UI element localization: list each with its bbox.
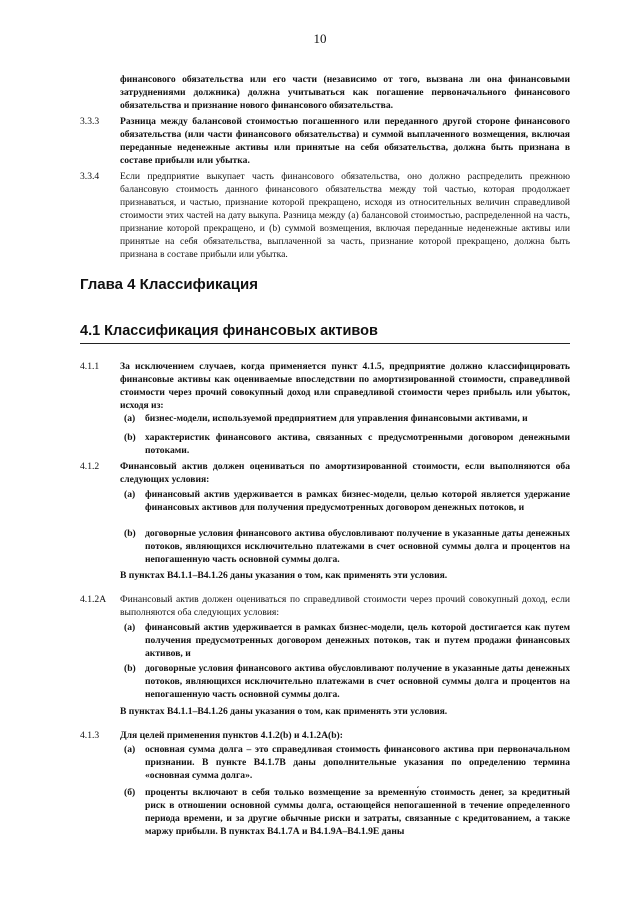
paragraph-4-1-2: Финансовый актив должен оцениваться по амортизированной стоимости, если выполняются оба следующих условия:	[120, 461, 570, 485]
paragraph-4-1-3: Для целей применения пунктов 4.1.2(b) и 4.1.2A(b):	[120, 730, 343, 741]
item-4-1-3-b: проценты включают в себя только возмещение за временну́ю стоимость денег, за кредитный риск в отношении основной суммы долга, остающейся непогашенной в течение определенного периода времени, и за другие обычные риски и затраты, связанные с кредитованием, а также маржу прибыли. В пунктах В4.1.7А и В4.1.9А–В4.1.9Е даны	[145, 787, 570, 837]
paragraph-number-3-3-3: 3.3.3	[80, 116, 100, 127]
section-rule	[80, 343, 570, 344]
item-label-4-1-2-b: (b)	[124, 528, 136, 539]
paragraph-4-1-1: За исключением случаев, когда применяется пункт 4.1.5, предприятие должно классифицировать финансовые активы как оцениваемые впоследствии по амортизированной стоимости, справедливой стоимости через прочий совокупный доход или справедливой стоимости через прибыль или убыток, исходя из:	[120, 361, 570, 411]
paragraph-3-3-4: Если предприятие выкупает часть финансового обязательства, оно должно распределить прежнюю балансовую стоимость данного финансового обязательства между той частью, которая продолжает признаваться, и частью, признание которой прекращено, исходя из относительных величин справедливой стоимости этих частей на дату выкупа. Разница между (а) балансовой стоимостью, распределенной на часть, признание которой прекращено, и (b) суммой возмещения, включая переданные неденежные активы или принятые на себя обязательства, выплаченной за часть, признание которой прекращено, должна быть признана в составе прибыли или убытка.	[120, 171, 570, 260]
intro-paragraph: финансового обязательства или его части (независимо от того, вызвана ли она финансовыми затруднениями должника) должна учитываться как погашение первоначального финансового обязательства и признание нового финансового обязательства.	[120, 74, 570, 111]
item-4-1-2-b: договорные условия финансового актива обусловливают получение в указанные даты денежных потоков, являющихся исключительно платежами в счет основной суммы долга и процентов на непогашенную часть основной суммы долга.	[145, 528, 570, 565]
paragraph-4-1-2a: Финансовый актив должен оцениваться по справедливой стоимости через прочий совокупный доход, если выполняются оба следующих условия:	[120, 594, 570, 618]
item-4-1-1-a: бизнес-модели, используемой предприятием для управления финансовыми активами, и	[145, 413, 528, 424]
paragraph-number-4-1-2: 4.1.2	[80, 461, 100, 472]
item-label-4-1-2a-b: (b)	[124, 663, 136, 674]
item-4-1-2a-a: финансовый актив удерживается в рамках бизнес-модели, цель которой достигается как путем получения предусмотренных договором денежных потоков, так и путем продажи финансовых активов, и	[145, 622, 570, 659]
item-4-1-2-a: финансовый актив удерживается в рамках бизнес-модели, целью которой является удержание финансовых активов для получения предусмотренных договором денежных потоков, и	[145, 489, 570, 513]
section-heading: 4.1 Классификация финансовых активов	[80, 323, 378, 339]
paragraph-number-4-1-2a: 4.1.2A	[80, 594, 107, 605]
page-number: 10	[313, 31, 327, 46]
paragraph-number-4-1-1: 4.1.1	[80, 361, 100, 372]
paragraph-number-4-1-3: 4.1.3	[80, 730, 100, 741]
chapter-heading: Глава 4 Классификация	[80, 276, 258, 293]
item-4-1-2a-b: договорные условия финансового актива обусловливают получение в указанные даты денежных потоков, являющихся исключительно платежами в счет основной суммы долга и процентов на непогашенную часть основной суммы долга.	[145, 663, 570, 700]
item-label-4-1-2a-a: (а)	[124, 622, 136, 633]
item-4-1-1-b: характеристик финансового актива, связанных с предусмотренными договором денежными потоками.	[145, 432, 570, 456]
note-4-1-2a: В пунктах В4.1.1–В4.1.26 даны указания о том, как применять эти условия.	[120, 706, 448, 717]
note-4-1-2: В пунктах В4.1.1–В4.1.26 даны указания о том, как применять эти условия.	[120, 570, 448, 581]
item-4-1-3-a: основная сумма долга – это справедливая стоимость финансового актива при первоначальном признании. В пункте В4.1.7В даны дополнительные указания по определению термина «основная сумма долга».	[145, 744, 570, 781]
item-label-4-1-1-b: (b)	[124, 432, 136, 443]
paragraph-3-3-3: Разница между балансовой стоимостью погашенного или переданного другой стороне финансового обязательства (или части финансового обязательства) и суммой выплаченного возмещения, включая переданные неденежные активы или принятые на себя обязательства, должна быть признана в составе прибыли или убытка.	[120, 116, 570, 166]
paragraph-number-3-3-4: 3.3.4	[80, 171, 100, 182]
item-label-4-1-3-a: (а)	[124, 744, 136, 755]
item-label-4-1-1-a: (а)	[124, 413, 136, 424]
item-label-4-1-3-b: (б)	[124, 787, 136, 798]
item-label-4-1-2-a: (а)	[124, 489, 136, 500]
